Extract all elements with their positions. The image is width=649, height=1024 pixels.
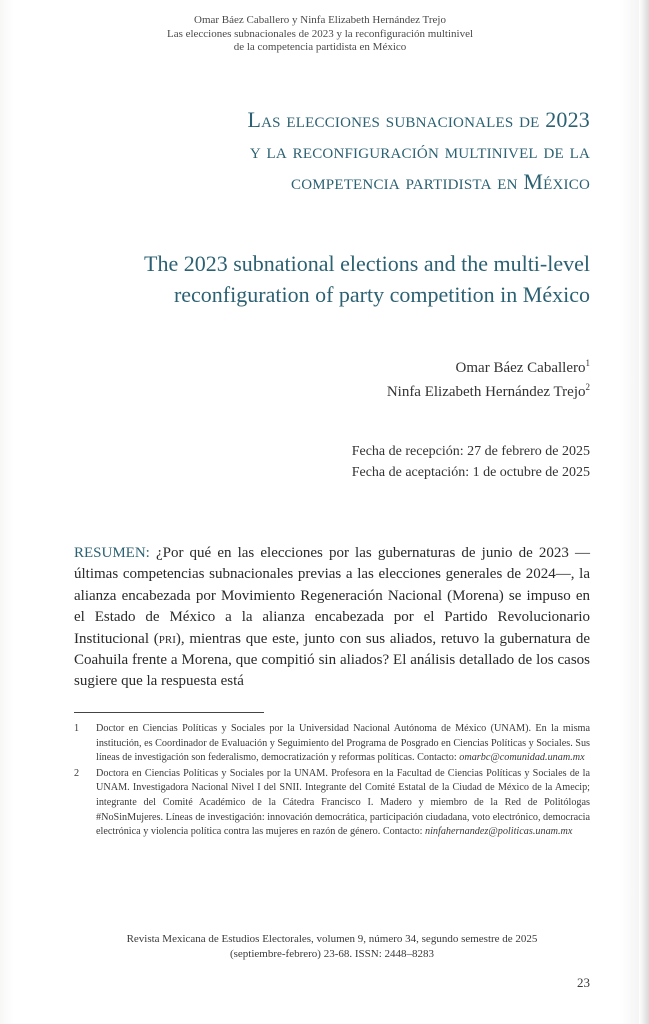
footnote-2-text: Doctora en Ciencias Políticas y Sociales por la UNAM. Profesora en la Facultad de Ciencias Políticas y Sociales de la UNAM. Investigadora Nacional Nivel I del SNII. Integrante del Comité Estatal de la Ciudad de México de la Amecip; integrante del Comité Académico de la Cátedra Francisco I. Madero y miembro de la Red de Politólogas #NoSinMujeres. Líneas de investigación: innovación democrática, participación ciudadana, voto electrónico, democracia electrónica y violencia política contra las mujeres en razón de género. Contacto:: [96, 767, 590, 838]
title-es-line3: competencia partidista en México: [291, 169, 590, 194]
article-title-english: [60, 248, 590, 310]
title-en-line1: The 2023 subnational elections and the multi-level: [144, 251, 590, 276]
footnote-2: [74, 767, 590, 840]
title-es-line2: y la reconfiguración multinivel de la: [249, 138, 590, 163]
title-en-line2: reconfiguration of party competition in México: [173, 282, 590, 307]
footnote-divider: [74, 712, 264, 713]
running-header: [120, 14, 520, 55]
author-1-footnote-ref[interactable]: 1: [585, 358, 590, 368]
footnote-2-number: 2: [74, 767, 80, 779]
abstract-label: RESUMEN:: [74, 545, 150, 561]
submission-dates: [200, 441, 590, 483]
article-title-spanish: [60, 104, 590, 197]
date-received: Fecha de recepción: 27 de febrero de 2025: [351, 444, 590, 459]
date-accepted: Fecha de aceptación: 1 de octubre de 2025: [351, 465, 590, 480]
author-2-footnote-ref[interactable]: 2: [585, 382, 590, 392]
journal-citation: [74, 932, 590, 962]
abstract-acronym-pri: pri: [158, 630, 176, 647]
footnote-1-text: Doctor en Ciencias Políticas y Sociales por la Universidad Nacional Autónoma de México (UNAM). En la misma institución, es Coordinador de Evaluación y Seguimiento del Programa de Posgrado en Ciencias Políticas y Sociales. Sus líneas de investigación son federalismo, democratización y reformas políticas. Contacto:: [96, 723, 591, 764]
footnote-1-number: 1: [74, 723, 80, 734]
page-number: 23: [577, 975, 590, 990]
journal-citation-line1: Revista Mexicana de Estudios Electorales, volumen 9, número 34, segundo semestre de 2025: [126, 933, 538, 945]
author-1-name: Omar Báez Caballero: [455, 360, 586, 376]
running-header-title-line2: de la competencia partidista en México: [233, 41, 407, 53]
abstract-text-part1: ¿Por qué en las elecciones por las gubernaturas de junio de 2023 —últimas competencias subnacionales previas a las elecciones generales de 2024—, la alianza encabezada por Movimiento Regeneración Nacional (Morena) se impuso en el Estado de México a la alianza encabezada por el Partido Revolucionario Institucional (: [74, 545, 590, 647]
journal-citation-line2: (septiembre-febrero) 23-68. ISSN: 2448–8283: [229, 948, 435, 960]
author-2: [200, 380, 590, 404]
page-edge-shadow: [639, 0, 649, 1024]
running-header-authors: Omar Báez Caballero y Ninfa Elizabeth Hernández Trejo: [194, 14, 446, 26]
running-header-title-line1: Las elecciones subnacionales de 2023 y la reconfiguración multinivel: [166, 27, 474, 40]
abstract: [74, 543, 590, 693]
footnote-1-email-link[interactable]: omarbc@comunidad.unam.mx: [459, 752, 585, 764]
abstract-text-part2: ), mientras que este, junto con sus aliados, retuvo la gubernatura de Coahuila frente a Morena, que compitió sin aliados? El análisis detallado de los casos sugiere que la respuesta está: [74, 630, 591, 690]
footnote-2-email-link[interactable]: ninfahernandez@politicas.unam.mx: [424, 826, 573, 838]
author-list: [200, 356, 590, 404]
footnotes: [74, 722, 590, 840]
author-2-name: Ninfa Elizabeth Hernández Trejo: [386, 384, 586, 400]
footnote-1: [74, 722, 590, 766]
title-es-line1: Las elecciones subnacionales de 2023: [247, 107, 590, 132]
author-1: [200, 356, 590, 380]
